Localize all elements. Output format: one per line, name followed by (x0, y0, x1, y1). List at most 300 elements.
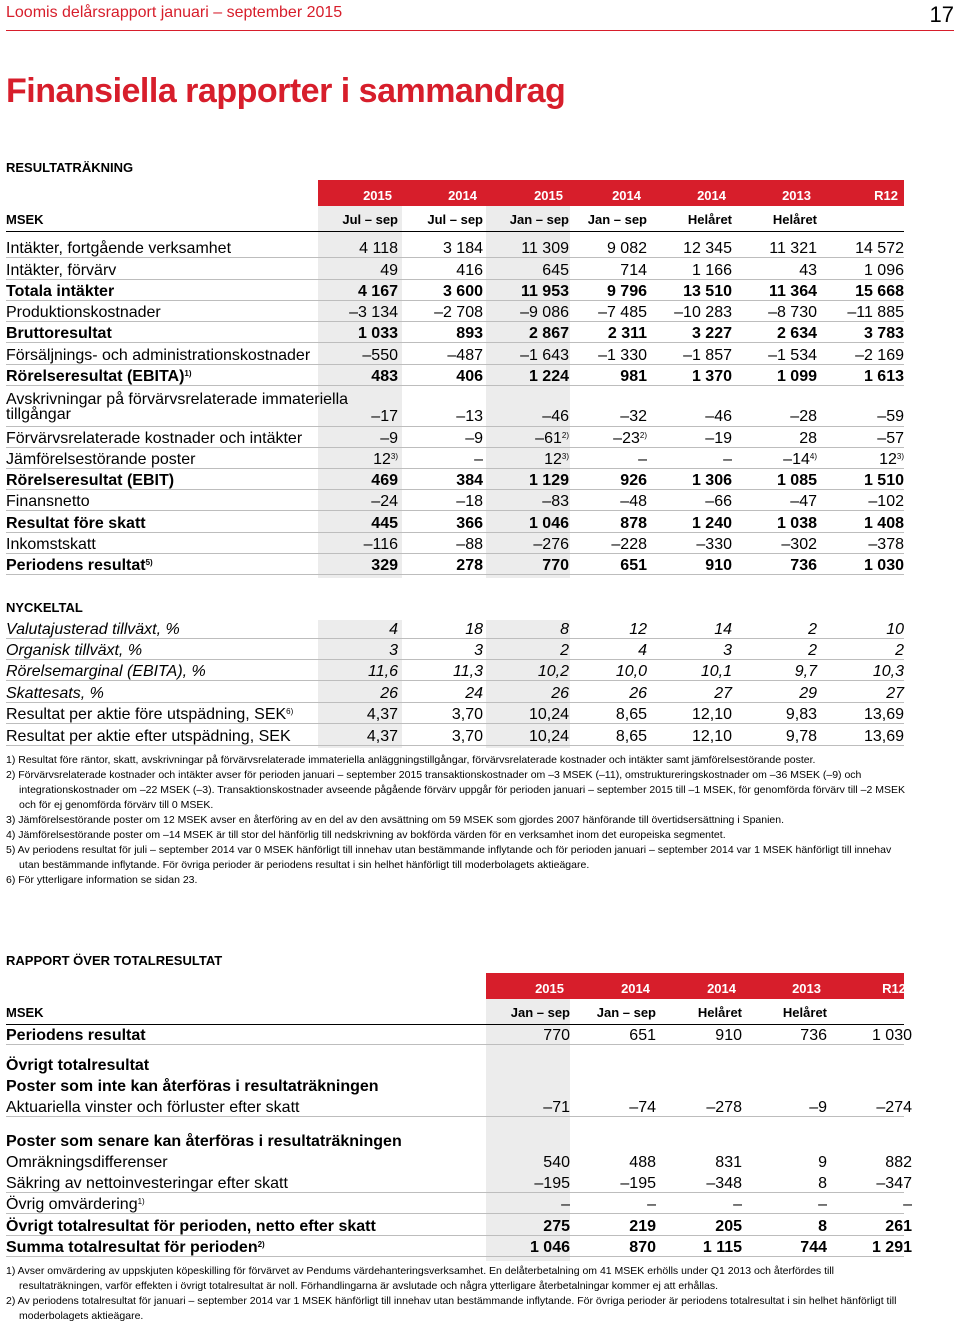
cell-text: 13,69 (863, 728, 904, 745)
cell-text: –8 730 (768, 304, 817, 321)
page-header (6, 0, 954, 30)
value-cell (456, 408, 483, 426)
row-label-text: Intäkter, fortgående verksamhet (6, 240, 232, 257)
period-header: Helåret (772, 212, 817, 227)
value-cell (886, 621, 904, 639)
cell-text: –228 (611, 536, 647, 553)
value-cell (818, 1175, 827, 1193)
value-cell (876, 1175, 912, 1193)
table-row (6, 1054, 904, 1075)
cell-text: 12 (373, 451, 391, 468)
row-label (6, 706, 293, 724)
value-cell (620, 557, 647, 575)
cell-text: –102 (868, 493, 904, 510)
value-cell (358, 283, 398, 301)
row-label-text: Aktuariella vinster och förluster efter skatt (6, 1099, 300, 1116)
cell-text: 831 (715, 1154, 742, 1171)
cell-text: 3,70 (451, 728, 483, 745)
row-rule (6, 1256, 904, 1257)
income-section-title: RESULTATRÄKNING (6, 160, 134, 175)
value-cell (465, 430, 483, 448)
cell-text: 770 (543, 1027, 570, 1044)
value-cell (683, 347, 732, 365)
unit-label: MSEK (6, 212, 44, 227)
value-cell (799, 262, 817, 280)
value-cell (715, 1154, 742, 1172)
table-row (6, 554, 904, 575)
row-label-text-2: tillgångar (6, 406, 71, 423)
row-label-text: Inkomstskatt (6, 536, 96, 553)
cell-text: 27 (886, 685, 904, 702)
cell-text: –1 857 (683, 347, 732, 364)
value-cell (474, 642, 483, 660)
value-cell (389, 621, 398, 639)
cell-text: 736 (790, 557, 817, 574)
cell-text: 416 (456, 262, 483, 279)
row-label-text: Rörelsemarginal (EBITA), % (6, 663, 206, 680)
value-cell (543, 1099, 570, 1117)
row-label-text: Övrigt totalresultat för perioden, netto efter skatt (6, 1218, 376, 1235)
value-cell (598, 347, 647, 365)
value-cell (808, 621, 817, 639)
cell-text: 4 (389, 621, 398, 638)
row-rule (6, 1116, 904, 1117)
value-cell (434, 304, 483, 322)
cell-text: –550 (362, 347, 398, 364)
row-label (6, 451, 195, 469)
cell-text: –278 (706, 1099, 742, 1116)
row-label-text: Intäkter, förvärv (6, 262, 117, 279)
cell-text: 1 129 (528, 472, 569, 489)
cell-text: 12 (544, 451, 562, 468)
value-cell (864, 515, 904, 533)
value-cell (629, 1239, 656, 1257)
comprehensive-footnotes (6, 1264, 914, 1324)
footnote: 2) Av periodens totalresultat för januari – september 2014 var 1 MSEK hänförligt till innehav utan bestämmande inflytande. För övriga perioder är periodens totalresultat i sin helhet hänförligt till moderbolagets aktieägare. (6, 1295, 897, 1322)
value-cell (629, 685, 647, 703)
table-row (6, 344, 904, 365)
value-cell (703, 1239, 742, 1257)
row-label-text: Övrigt totalresultat (6, 1057, 150, 1074)
cell-text: 744 (800, 1239, 827, 1256)
year-header: R12 (882, 981, 906, 996)
cell-text: 1 115 (702, 1239, 742, 1256)
value-cell (692, 515, 732, 533)
value-cell (367, 728, 398, 746)
value-cell (608, 325, 647, 343)
cell-text: 9 082 (606, 240, 647, 257)
cell-text: 9 796 (606, 283, 647, 300)
row-label (6, 1133, 402, 1151)
value-cell (367, 706, 398, 724)
value-cell (616, 706, 647, 724)
value-cell (529, 368, 569, 386)
value-cell (876, 1099, 912, 1117)
value-cell (560, 621, 569, 639)
cell-text: –274 (876, 1099, 912, 1116)
value-cell (683, 240, 732, 258)
value-cell (453, 663, 483, 681)
value-cell (542, 557, 569, 575)
cell-text: –47 (790, 493, 817, 510)
value-cell (443, 240, 483, 258)
period-header: Helåret (697, 1005, 742, 1020)
value-cell (629, 1218, 656, 1236)
cell-text: –48 (620, 493, 647, 510)
cell-text: 15 668 (855, 283, 904, 300)
value-cell (629, 1099, 656, 1117)
cell-text: –88 (456, 536, 483, 553)
value-cell (456, 325, 483, 343)
cell-text: 651 (620, 557, 647, 574)
cell-text: –83 (542, 493, 569, 510)
cell-text: 3 227 (691, 325, 732, 342)
cell-text: –46 (542, 408, 569, 425)
year-header: 2013 (782, 188, 811, 203)
value-cell (371, 557, 398, 575)
row-label (6, 493, 90, 511)
cell-text: –195 (534, 1175, 570, 1192)
footnote-ref: 1) (137, 1197, 145, 1206)
cell-text: 278 (456, 557, 483, 574)
period-header: Helåret (782, 1005, 827, 1020)
value-cell (607, 283, 647, 301)
row-label-text: Periodens resultat (6, 1027, 146, 1044)
row-label-text: Poster som inte kan återföras i resultaträkningen (6, 1078, 379, 1095)
cell-text: 26 (551, 685, 569, 702)
value-cell (620, 472, 647, 490)
year-header: 2014 (707, 981, 736, 996)
cell-text: –32 (620, 408, 647, 425)
value-cell (443, 283, 483, 301)
income-period-row (6, 207, 904, 232)
value-cell (809, 1099, 827, 1117)
value-cell (795, 663, 817, 681)
value-cell (371, 515, 398, 533)
value-cell (380, 685, 398, 703)
value-cell (692, 368, 732, 386)
cell-text: 18 (465, 621, 483, 638)
footnote-ref: 6) (286, 707, 294, 716)
cell-text: 2 (808, 642, 817, 659)
cell-text: 4,37 (366, 706, 398, 723)
value-cell (706, 1175, 742, 1193)
value-cell (768, 347, 817, 365)
value-cell (877, 408, 904, 426)
row-label (6, 430, 302, 448)
row-rule (6, 1044, 904, 1045)
row-label-text: Förvärvsrelaterade kostnader och intäkter (6, 430, 303, 447)
year-header: 2015 (363, 188, 392, 203)
cell-text: –348 (706, 1175, 742, 1192)
cell-text: 10,24 (528, 728, 569, 745)
cell-text: 1 046 (529, 1239, 570, 1256)
cell-text: –9 (465, 430, 483, 447)
period-header: Jul – sep (427, 212, 483, 227)
cell-text: 14 (714, 621, 732, 638)
cell-text: –46 (705, 408, 732, 425)
cell-text: 1 510 (863, 472, 904, 489)
row-rule (6, 1213, 904, 1214)
cell-text: 406 (456, 368, 483, 385)
row-label-text: Poster som senare kan återföras i resultaträkningen (6, 1133, 402, 1150)
cell-text: 261 (885, 1218, 912, 1235)
value-cell (561, 1196, 570, 1214)
row-label (6, 685, 104, 703)
row-rule (6, 385, 904, 386)
cell-text: –9 (380, 430, 398, 447)
cell-text: 366 (456, 515, 483, 532)
value-cell (818, 1154, 827, 1172)
value-cell (692, 706, 732, 724)
value-cell (620, 368, 647, 386)
cell-text: 43 (799, 262, 817, 279)
table-row (6, 1193, 912, 1214)
cell-text: 4,37 (366, 728, 398, 745)
value-cell (456, 368, 483, 386)
period-header: Jan – sep (509, 212, 569, 227)
value-cell (474, 451, 483, 469)
cell-text: 2 (560, 642, 569, 659)
cell-text: 1 030 (871, 1027, 912, 1044)
value-cell (362, 347, 398, 365)
value-cell (616, 663, 647, 681)
cell-text: 24 (465, 685, 483, 702)
table-row (6, 322, 904, 343)
value-cell (864, 368, 904, 386)
row-label (6, 1027, 146, 1045)
row-rule (6, 745, 904, 746)
value-cell (620, 408, 647, 426)
comp-header-band (486, 973, 904, 999)
row-label (6, 536, 96, 554)
table-row (6, 469, 904, 490)
value-cell (769, 283, 817, 301)
cell-text: 9,83 (785, 706, 817, 723)
cell-text: 1 030 (863, 557, 904, 574)
footnote-ref: 1) (184, 369, 192, 378)
cell-text: 49 (380, 262, 398, 279)
row-label-text: Rörelseresultat (EBITA) (6, 368, 185, 385)
row-rule (6, 723, 904, 724)
value-cell (674, 304, 732, 322)
value-cell (864, 325, 904, 343)
value-cell (529, 325, 569, 343)
row-label-text: Skattesats, % (6, 685, 104, 702)
cell-text: 10,0 (615, 663, 647, 680)
value-cell (349, 304, 398, 322)
value-cell (520, 347, 569, 365)
value-cell (879, 451, 904, 469)
value-cell (705, 557, 732, 575)
value-cell (864, 557, 904, 575)
table-row (6, 1130, 904, 1151)
table-row (6, 490, 904, 511)
value-cell (629, 1154, 656, 1172)
table-row (6, 533, 904, 554)
cell-text: 2 (808, 621, 817, 638)
row-rule (6, 510, 904, 511)
ratios-section-title: NYCKELTAL (6, 600, 83, 615)
cell-text: 12 (879, 451, 897, 468)
cell-text: 205 (715, 1218, 742, 1235)
footnote: 4) Jämförelsestörande poster om –14 MSEK är till stor del hänförlig till nedskrivning av bokförda värden för en verksamhet inom det europeiska segmentet. (6, 829, 726, 841)
cell-text: 219 (629, 1218, 656, 1235)
cell-text: 12,10 (691, 728, 732, 745)
value-cell (647, 1196, 656, 1214)
cell-text: –9 086 (520, 304, 569, 321)
value-cell (456, 262, 483, 280)
cell-text: –10 283 (674, 304, 732, 321)
cell-text: –17 (371, 408, 398, 425)
cell-text: 9,78 (785, 728, 817, 745)
cell-text: 10,2 (537, 663, 569, 680)
cell-text: –2 169 (855, 347, 904, 364)
cell-text: 1 046 (528, 515, 569, 532)
footnote-ref: 2) (639, 431, 647, 440)
value-cell (855, 240, 904, 258)
cell-text: 736 (800, 1027, 827, 1044)
table-row (6, 1096, 912, 1117)
cell-text: –2 708 (434, 304, 483, 321)
cell-text: 27 (714, 685, 732, 702)
cell-text: 2 867 (528, 325, 569, 342)
value-cell (551, 685, 569, 703)
value-cell (368, 663, 398, 681)
cell-text: 11,6 (368, 663, 398, 680)
value-cell (868, 493, 904, 511)
cell-text: 10 (886, 621, 904, 638)
row-rule (6, 574, 904, 575)
row-label-text: Jämförelsestörande poster (6, 451, 196, 468)
value-cell (465, 685, 483, 703)
value-cell (723, 451, 732, 469)
period-header: Jul – sep (342, 212, 398, 227)
cell-text: –1 534 (768, 347, 817, 364)
footnote-ref: 2) (257, 1240, 265, 1249)
value-cell (456, 493, 483, 511)
value-cell (620, 515, 647, 533)
cell-text: 8 (560, 621, 569, 638)
row-label-text: Rörelseresultat (EBIT) (6, 472, 175, 489)
value-cell (542, 493, 569, 511)
unit-label: MSEK (6, 1005, 44, 1020)
value-cell (818, 1218, 827, 1236)
footnote-ref: 5) (145, 558, 153, 567)
row-label-text: Periodens resultat (6, 557, 146, 574)
value-cell (886, 685, 904, 703)
cell-text: 11 321 (769, 240, 817, 257)
value-cell (864, 728, 904, 746)
value-cell (456, 515, 483, 533)
value-cell (864, 262, 904, 280)
value-cell (521, 240, 569, 258)
cell-text: 1 370 (691, 368, 732, 385)
row-label-text: Summa totalresultat för perioden (6, 1239, 258, 1256)
row-label (6, 347, 310, 365)
value-cell (790, 557, 817, 575)
cell-text: –59 (877, 408, 904, 425)
cell-text: 2 311 (607, 325, 647, 342)
value-cell (456, 557, 483, 575)
value-cell (705, 493, 732, 511)
footnote-ref: 4) (809, 452, 817, 461)
cell-text: 878 (620, 515, 647, 532)
cell-text: 488 (629, 1154, 656, 1171)
cell-text: 8 (818, 1218, 827, 1235)
cell-text: 329 (371, 557, 398, 574)
value-cell (364, 536, 398, 554)
value-cell (683, 283, 732, 301)
cell-text: 10,3 (872, 663, 904, 680)
value-cell (371, 368, 398, 386)
table-row (6, 301, 904, 322)
value-cell (533, 536, 569, 554)
cell-text: –9 (809, 1099, 827, 1116)
row-label (6, 325, 112, 343)
value-cell (447, 347, 483, 365)
row-label (6, 304, 161, 322)
cell-text: – (818, 1196, 827, 1213)
value-cell (530, 1239, 570, 1257)
value-cell (529, 515, 569, 533)
cell-text: 1 408 (863, 515, 904, 532)
cell-text: 11,3 (453, 663, 483, 680)
value-cell (620, 1175, 656, 1193)
cell-text: 14 572 (855, 240, 904, 257)
period-header: Jan – sep (510, 1005, 570, 1020)
value-cell (380, 262, 398, 280)
cell-text: –24 (371, 493, 398, 510)
table-row (6, 1151, 912, 1172)
value-cell (456, 472, 483, 490)
value-cell (371, 493, 398, 511)
row-label-text: Finansnetto (6, 493, 90, 510)
cell-text: 981 (620, 368, 647, 385)
value-cell (629, 1027, 656, 1045)
cell-text: –347 (876, 1175, 912, 1192)
page-title: Finansiella rapporter i sammandrag (6, 72, 566, 110)
cell-text: –7 485 (598, 304, 647, 321)
value-cell (692, 728, 732, 746)
row-label (6, 1057, 149, 1075)
year-header: 2014 (448, 188, 477, 203)
cell-text: –66 (705, 493, 732, 510)
value-cell (456, 536, 483, 554)
cell-text: –378 (868, 536, 904, 553)
row-label-text: Produktionskostnader (6, 304, 161, 321)
footnote: 1) Resultat före räntor, skatt, avskrivningar på förvärvsrelaterade immateriella anläggningstillgångar, förvärvsrelaterade kostnader och intäkter samt jämförelsestörande poster. (6, 754, 816, 766)
cell-text: 1 099 (776, 368, 817, 385)
value-cell (543, 1154, 570, 1172)
table-row (6, 682, 904, 703)
value-cell (542, 262, 569, 280)
row-label (6, 1196, 145, 1214)
cell-text: 445 (371, 515, 398, 532)
row-label-text: Resultat per aktie efter utspädning, SEK (6, 728, 291, 745)
value-cell (799, 430, 817, 448)
cell-text: 10,1 (700, 663, 732, 680)
value-cell (872, 1027, 912, 1045)
value-cell (521, 283, 569, 301)
value-cell (799, 685, 817, 703)
value-cell (543, 1027, 570, 1045)
cell-text: 1 033 (357, 325, 398, 342)
cell-text: 926 (620, 472, 647, 489)
value-cell (769, 240, 817, 258)
value-cell (715, 1218, 742, 1236)
year-header: 2014 (612, 188, 641, 203)
